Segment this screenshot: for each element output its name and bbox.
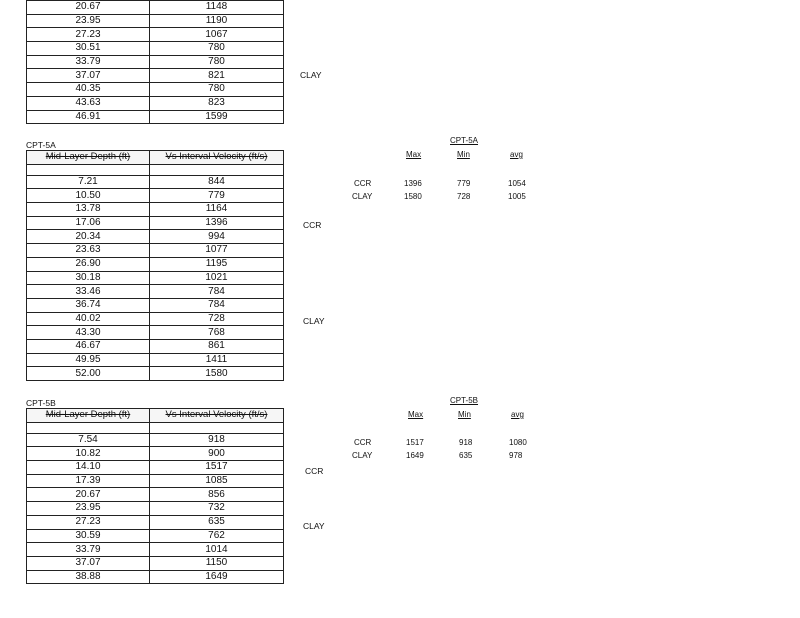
cpt5a-summary-title: CPT-5A bbox=[450, 136, 479, 145]
depth-cell: 27.23 bbox=[27, 515, 150, 529]
top-clay-label: CLAY bbox=[300, 70, 322, 80]
summary-row-avg: 1005 bbox=[508, 192, 526, 201]
table-row bbox=[27, 69, 284, 83]
summary-row-min: 635 bbox=[459, 451, 473, 460]
table-row bbox=[27, 570, 284, 584]
velocity-column-header: Vs Interval Velocity (ft/s) bbox=[150, 409, 284, 423]
table-row bbox=[27, 203, 284, 217]
depth-column-header: Mid-Layer Depth (ft) bbox=[27, 151, 150, 165]
velocity-cell: 1014 bbox=[150, 543, 284, 557]
velocity-cell: 780 bbox=[150, 42, 284, 56]
velocity-cell: 1580 bbox=[150, 367, 284, 381]
table-row bbox=[27, 515, 284, 529]
cpt5a-clay-label: CLAY bbox=[303, 316, 325, 326]
table-row bbox=[27, 543, 284, 557]
depth-cell: 46.67 bbox=[27, 339, 150, 353]
summary-avg-header: avg bbox=[511, 410, 524, 419]
velocity-cell: 780 bbox=[150, 55, 284, 69]
summary-row-min: 728 bbox=[457, 192, 471, 201]
summary-row-max: 1396 bbox=[404, 179, 422, 188]
table-header-row bbox=[27, 151, 284, 165]
summary-row-name: CCR bbox=[354, 179, 372, 188]
velocity-cell: 918 bbox=[150, 433, 284, 447]
spacer-cell bbox=[27, 164, 150, 175]
velocity-cell: 823 bbox=[150, 96, 284, 110]
summary-row-max: 1649 bbox=[406, 451, 424, 460]
cpt5a-velocity-table bbox=[26, 150, 284, 381]
depth-cell: 38.88 bbox=[27, 570, 150, 584]
velocity-cell: 1148 bbox=[150, 1, 284, 15]
velocity-cell: 900 bbox=[150, 447, 284, 461]
table-spacer-row bbox=[27, 164, 284, 175]
depth-cell: 14.10 bbox=[27, 461, 150, 475]
summary-max-header: Max bbox=[408, 410, 424, 419]
depth-cell: 33.46 bbox=[27, 285, 150, 299]
table-row bbox=[27, 110, 284, 124]
depth-cell: 20.34 bbox=[27, 230, 150, 244]
velocity-column-header: Vs Interval Velocity (ft/s) bbox=[150, 151, 284, 165]
velocity-cell: 1411 bbox=[150, 353, 284, 367]
cpt5a-ccr-label: CCR bbox=[303, 220, 322, 230]
summary-row-name: CCR bbox=[354, 438, 372, 447]
depth-cell: 26.90 bbox=[27, 257, 150, 271]
table-row bbox=[27, 326, 284, 340]
velocity-cell: 1396 bbox=[150, 216, 284, 230]
velocity-cell: 1021 bbox=[150, 271, 284, 285]
table-row bbox=[27, 42, 284, 56]
summary-avg-header: avg bbox=[510, 150, 523, 159]
summary-row-min: 779 bbox=[457, 179, 471, 188]
table-row bbox=[27, 474, 284, 488]
depth-cell: 30.18 bbox=[27, 271, 150, 285]
depth-cell: 30.59 bbox=[27, 529, 150, 543]
top-velocity-table bbox=[26, 0, 284, 124]
table-row bbox=[27, 529, 284, 543]
depth-cell: 33.79 bbox=[27, 55, 150, 69]
depth-cell: 27.23 bbox=[27, 28, 150, 42]
summary-row-avg: 1054 bbox=[508, 179, 526, 188]
summary-row-max: 1517 bbox=[406, 438, 424, 447]
velocity-cell: 779 bbox=[150, 189, 284, 203]
table-row bbox=[27, 488, 284, 502]
table-row bbox=[27, 189, 284, 203]
velocity-cell: 1517 bbox=[150, 461, 284, 475]
table-row bbox=[27, 1, 284, 15]
table-row bbox=[27, 28, 284, 42]
depth-cell: 23.95 bbox=[27, 14, 150, 28]
velocity-cell: 1085 bbox=[150, 474, 284, 488]
cpt5a-table-title: CPT-5A bbox=[26, 140, 56, 150]
depth-cell: 40.35 bbox=[27, 83, 150, 97]
depth-cell: 17.39 bbox=[27, 474, 150, 488]
table-row bbox=[27, 367, 284, 381]
summary-min-header: Min bbox=[457, 150, 470, 159]
velocity-cell: 1067 bbox=[150, 28, 284, 42]
cpt5b-ccr-label: CCR bbox=[305, 466, 324, 476]
table-row bbox=[27, 556, 284, 570]
velocity-cell: 994 bbox=[150, 230, 284, 244]
depth-cell: 23.63 bbox=[27, 244, 150, 258]
depth-cell: 17.06 bbox=[27, 216, 150, 230]
depth-cell: 20.67 bbox=[27, 488, 150, 502]
depth-cell: 49.95 bbox=[27, 353, 150, 367]
cpt5b-table-title: CPT-5B bbox=[26, 398, 56, 408]
depth-cell: 43.30 bbox=[27, 326, 150, 340]
depth-column-header: Mid-Layer Depth (ft) bbox=[27, 409, 150, 423]
velocity-cell: 1164 bbox=[150, 203, 284, 217]
table-row bbox=[27, 298, 284, 312]
depth-cell: 7.21 bbox=[27, 175, 150, 189]
velocity-cell: 1150 bbox=[150, 556, 284, 570]
table-row bbox=[27, 175, 284, 189]
spacer-cell bbox=[27, 422, 150, 433]
depth-cell: 43.63 bbox=[27, 96, 150, 110]
summary-row-avg: 1080 bbox=[509, 438, 527, 447]
velocity-cell: 762 bbox=[150, 529, 284, 543]
cpt5b-summary bbox=[352, 396, 580, 466]
velocity-cell: 780 bbox=[150, 83, 284, 97]
velocity-cell: 821 bbox=[150, 69, 284, 83]
depth-cell: 10.82 bbox=[27, 447, 150, 461]
table-row bbox=[27, 216, 284, 230]
velocity-cell: 856 bbox=[150, 488, 284, 502]
table-row bbox=[27, 244, 284, 258]
velocity-cell: 784 bbox=[150, 285, 284, 299]
summary-row-max: 1580 bbox=[404, 192, 422, 201]
table-row bbox=[27, 312, 284, 326]
depth-cell: 20.67 bbox=[27, 1, 150, 15]
table-row bbox=[27, 339, 284, 353]
table-row bbox=[27, 353, 284, 367]
depth-cell: 40.02 bbox=[27, 312, 150, 326]
table-row bbox=[27, 502, 284, 516]
velocity-cell: 768 bbox=[150, 326, 284, 340]
cpt5b-velocity-table bbox=[26, 408, 284, 584]
cpt5b-summary-title: CPT-5B bbox=[450, 396, 479, 405]
spacer-cell bbox=[150, 164, 284, 175]
velocity-cell: 784 bbox=[150, 298, 284, 312]
velocity-cell: 1599 bbox=[150, 110, 284, 124]
table-row bbox=[27, 83, 284, 97]
cpt5a-summary bbox=[352, 136, 580, 206]
summary-row-name: CLAY bbox=[352, 192, 373, 201]
summary-row-avg: 978 bbox=[509, 451, 523, 460]
cpt5b-clay-label: CLAY bbox=[303, 521, 325, 531]
depth-cell: 46.91 bbox=[27, 110, 150, 124]
depth-cell: 37.07 bbox=[27, 69, 150, 83]
summary-min-header: Min bbox=[458, 410, 471, 419]
depth-cell: 37.07 bbox=[27, 556, 150, 570]
velocity-cell: 728 bbox=[150, 312, 284, 326]
table-header-row bbox=[27, 409, 284, 423]
table-row bbox=[27, 55, 284, 69]
velocity-cell: 635 bbox=[150, 515, 284, 529]
table-row bbox=[27, 14, 284, 28]
table-row bbox=[27, 257, 284, 271]
summary-max-header: Max bbox=[406, 150, 422, 159]
velocity-cell: 1195 bbox=[150, 257, 284, 271]
velocity-cell: 732 bbox=[150, 502, 284, 516]
depth-cell: 23.95 bbox=[27, 502, 150, 516]
depth-cell: 10.50 bbox=[27, 189, 150, 203]
velocity-cell: 1649 bbox=[150, 570, 284, 584]
depth-cell: 7.54 bbox=[27, 433, 150, 447]
spacer-cell bbox=[150, 422, 284, 433]
depth-cell: 30.51 bbox=[27, 42, 150, 56]
table-row bbox=[27, 433, 284, 447]
summary-row-name: CLAY bbox=[352, 451, 373, 460]
table-row bbox=[27, 461, 284, 475]
table-row bbox=[27, 96, 284, 110]
table-spacer-row bbox=[27, 422, 284, 433]
table-row bbox=[27, 230, 284, 244]
summary-row-min: 918 bbox=[459, 438, 473, 447]
table-row bbox=[27, 285, 284, 299]
velocity-cell: 861 bbox=[150, 339, 284, 353]
table-row bbox=[27, 271, 284, 285]
depth-cell: 33.79 bbox=[27, 543, 150, 557]
depth-cell: 36.74 bbox=[27, 298, 150, 312]
depth-cell: 52.00 bbox=[27, 367, 150, 381]
velocity-cell: 1190 bbox=[150, 14, 284, 28]
depth-cell: 13.78 bbox=[27, 203, 150, 217]
table-row bbox=[27, 447, 284, 461]
velocity-cell: 1077 bbox=[150, 244, 284, 258]
velocity-cell: 844 bbox=[150, 175, 284, 189]
